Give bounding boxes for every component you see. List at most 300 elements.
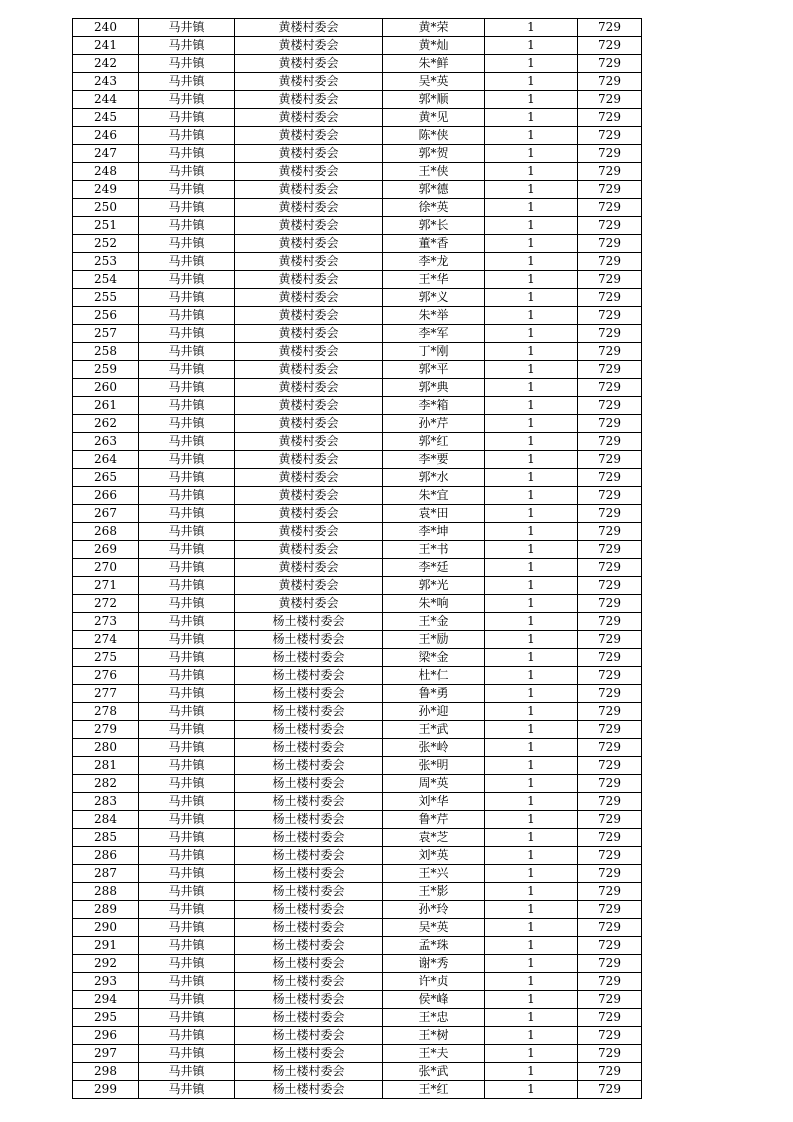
row-number-cell: 244 [73,91,139,109]
count-cell: 1 [485,91,578,109]
row-number-cell: 261 [73,397,139,415]
table-row [73,181,642,199]
village-committee-cell: 杨土楼村委会 [235,649,383,667]
row-number-cell: 264 [73,451,139,469]
town-cell: 马井镇 [139,829,235,847]
table-row [73,487,642,505]
village-committee-cell: 黄楼村委会 [235,235,383,253]
count-cell: 1 [485,685,578,703]
count-cell: 1 [485,613,578,631]
count-cell: 1 [485,523,578,541]
person-name-cell: 鲁*芹 [383,811,485,829]
town-cell: 马井镇 [139,955,235,973]
subsidy-list-table [72,18,642,1099]
count-cell: 1 [485,865,578,883]
row-number-cell: 286 [73,847,139,865]
table-row [73,505,642,523]
person-name-cell: 吴*英 [383,73,485,91]
village-committee-cell: 黄楼村委会 [235,73,383,91]
town-cell: 马井镇 [139,847,235,865]
count-cell: 1 [485,559,578,577]
row-number-cell: 259 [73,361,139,379]
village-committee-cell: 黄楼村委会 [235,487,383,505]
table-row [73,325,642,343]
amount-cell: 729 [578,919,642,937]
row-number-cell: 250 [73,199,139,217]
count-cell: 1 [485,55,578,73]
person-name-cell: 李*要 [383,451,485,469]
table-row [73,1081,642,1099]
row-number-cell: 255 [73,289,139,307]
town-cell: 马井镇 [139,991,235,1009]
town-cell: 马井镇 [139,325,235,343]
village-committee-cell: 黄楼村委会 [235,91,383,109]
person-name-cell: 李*军 [383,325,485,343]
count-cell: 1 [485,847,578,865]
village-committee-cell: 黄楼村委会 [235,145,383,163]
count-cell: 1 [485,19,578,37]
village-committee-cell: 杨土楼村委会 [235,1063,383,1081]
person-name-cell: 郭*平 [383,361,485,379]
table-row [73,217,642,235]
village-committee-cell: 杨土楼村委会 [235,1009,383,1027]
town-cell: 马井镇 [139,739,235,757]
village-committee-cell: 黄楼村委会 [235,433,383,451]
table-row [73,577,642,595]
amount-cell: 729 [578,1009,642,1027]
count-cell: 1 [485,829,578,847]
village-committee-cell: 黄楼村委会 [235,37,383,55]
count-cell: 1 [485,577,578,595]
row-number-cell: 268 [73,523,139,541]
count-cell: 1 [485,649,578,667]
table-row [73,829,642,847]
count-cell: 1 [485,631,578,649]
person-name-cell: 王*忠 [383,1009,485,1027]
amount-cell: 729 [578,793,642,811]
person-name-cell: 郭*光 [383,577,485,595]
table-row [73,469,642,487]
table-row [73,757,642,775]
table-row [73,667,642,685]
amount-cell: 729 [578,739,642,757]
table-row [73,361,642,379]
village-committee-cell: 黄楼村委会 [235,397,383,415]
village-committee-cell: 杨土楼村委会 [235,775,383,793]
town-cell: 马井镇 [139,577,235,595]
table-row [73,865,642,883]
amount-cell: 729 [578,613,642,631]
row-number-cell: 263 [73,433,139,451]
person-name-cell: 李*箱 [383,397,485,415]
table-row [73,973,642,991]
row-number-cell: 294 [73,991,139,1009]
amount-cell: 729 [578,757,642,775]
count-cell: 1 [485,325,578,343]
count-cell: 1 [485,1009,578,1027]
town-cell: 马井镇 [139,415,235,433]
table-row [73,919,642,937]
town-cell: 马井镇 [139,217,235,235]
count-cell: 1 [485,451,578,469]
amount-cell: 729 [578,1045,642,1063]
count-cell: 1 [485,379,578,397]
person-name-cell: 张*明 [383,757,485,775]
count-cell: 1 [485,163,578,181]
amount-cell: 729 [578,127,642,145]
row-number-cell: 262 [73,415,139,433]
amount-cell: 729 [578,631,642,649]
count-cell: 1 [485,37,578,55]
village-committee-cell: 黄楼村委会 [235,559,383,577]
row-number-cell: 240 [73,19,139,37]
town-cell: 马井镇 [139,55,235,73]
person-name-cell: 朱*鲜 [383,55,485,73]
person-name-cell: 孙*玲 [383,901,485,919]
village-committee-cell: 杨土楼村委会 [235,937,383,955]
town-cell: 马井镇 [139,199,235,217]
table-row [73,559,642,577]
village-committee-cell: 杨土楼村委会 [235,955,383,973]
person-name-cell: 侯*峰 [383,991,485,1009]
amount-cell: 729 [578,307,642,325]
row-number-cell: 241 [73,37,139,55]
person-name-cell: 董*香 [383,235,485,253]
table-row [73,739,642,757]
table-row [73,775,642,793]
person-name-cell: 郭*红 [383,433,485,451]
village-committee-cell: 杨土楼村委会 [235,703,383,721]
table-row [73,937,642,955]
amount-cell: 729 [578,991,642,1009]
count-cell: 1 [485,811,578,829]
count-cell: 1 [485,145,578,163]
amount-cell: 729 [578,721,642,739]
town-cell: 马井镇 [139,505,235,523]
table-row [73,901,642,919]
person-name-cell: 刘*华 [383,793,485,811]
row-number-cell: 297 [73,1045,139,1063]
town-cell: 马井镇 [139,883,235,901]
table-row [73,631,642,649]
town-cell: 马井镇 [139,397,235,415]
town-cell: 马井镇 [139,1027,235,1045]
count-cell: 1 [485,703,578,721]
town-cell: 马井镇 [139,973,235,991]
row-number-cell: 285 [73,829,139,847]
town-cell: 马井镇 [139,613,235,631]
table-row [73,703,642,721]
village-committee-cell: 黄楼村委会 [235,199,383,217]
town-cell: 马井镇 [139,379,235,397]
village-committee-cell: 杨土楼村委会 [235,991,383,1009]
person-name-cell: 郭*义 [383,289,485,307]
amount-cell: 729 [578,973,642,991]
person-name-cell: 孙*芹 [383,415,485,433]
village-committee-cell: 杨土楼村委会 [235,1027,383,1045]
row-number-cell: 246 [73,127,139,145]
table-row [73,433,642,451]
village-committee-cell: 黄楼村委会 [235,217,383,235]
table-row [73,1045,642,1063]
amount-cell: 729 [578,1063,642,1081]
amount-cell: 729 [578,955,642,973]
amount-cell: 729 [578,325,642,343]
table-row [73,55,642,73]
count-cell: 1 [485,415,578,433]
person-name-cell: 李*廷 [383,559,485,577]
town-cell: 马井镇 [139,19,235,37]
row-number-cell: 281 [73,757,139,775]
village-committee-cell: 杨土楼村委会 [235,1081,383,1099]
town-cell: 马井镇 [139,163,235,181]
amount-cell: 729 [578,415,642,433]
amount-cell: 729 [578,91,642,109]
amount-cell: 729 [578,289,642,307]
town-cell: 马井镇 [139,307,235,325]
person-name-cell: 张*岭 [383,739,485,757]
person-name-cell: 朱*响 [383,595,485,613]
town-cell: 马井镇 [139,631,235,649]
table-row [73,721,642,739]
row-number-cell: 287 [73,865,139,883]
person-name-cell: 徐*英 [383,199,485,217]
village-committee-cell: 杨土楼村委会 [235,847,383,865]
table-row [73,991,642,1009]
table-row [73,1027,642,1045]
town-cell: 马井镇 [139,253,235,271]
person-name-cell: 孟*珠 [383,937,485,955]
amount-cell: 729 [578,253,642,271]
town-cell: 马井镇 [139,811,235,829]
count-cell: 1 [485,289,578,307]
village-committee-cell: 黄楼村委会 [235,415,383,433]
town-cell: 马井镇 [139,73,235,91]
row-number-cell: 279 [73,721,139,739]
person-name-cell: 王*红 [383,1081,485,1099]
person-name-cell: 刘*英 [383,847,485,865]
person-name-cell: 李*坤 [383,523,485,541]
person-name-cell: 朱*宜 [383,487,485,505]
amount-cell: 729 [578,379,642,397]
village-committee-cell: 杨土楼村委会 [235,631,383,649]
person-name-cell: 梁*金 [383,649,485,667]
person-name-cell: 黄*见 [383,109,485,127]
town-cell: 马井镇 [139,865,235,883]
village-committee-cell: 杨土楼村委会 [235,1045,383,1063]
amount-cell: 729 [578,667,642,685]
town-cell: 马井镇 [139,37,235,55]
count-cell: 1 [485,667,578,685]
amount-cell: 729 [578,433,642,451]
person-name-cell: 郭*典 [383,379,485,397]
table-row [73,271,642,289]
row-number-cell: 242 [73,55,139,73]
person-name-cell: 王*金 [383,613,485,631]
town-cell: 马井镇 [139,919,235,937]
count-cell: 1 [485,361,578,379]
count-cell: 1 [485,1045,578,1063]
table-row [73,145,642,163]
table-body [73,19,642,1099]
village-committee-cell: 黄楼村委会 [235,307,383,325]
amount-cell: 729 [578,217,642,235]
amount-cell: 729 [578,937,642,955]
row-number-cell: 248 [73,163,139,181]
town-cell: 马井镇 [139,289,235,307]
row-number-cell: 257 [73,325,139,343]
person-name-cell: 王*书 [383,541,485,559]
amount-cell: 729 [578,901,642,919]
table-row [73,73,642,91]
row-number-cell: 299 [73,1081,139,1099]
table-row [73,289,642,307]
table-row [73,19,642,37]
row-number-cell: 260 [73,379,139,397]
count-cell: 1 [485,181,578,199]
count-cell: 1 [485,739,578,757]
row-number-cell: 283 [73,793,139,811]
town-cell: 马井镇 [139,235,235,253]
person-name-cell: 陈*侠 [383,127,485,145]
amount-cell: 729 [578,451,642,469]
town-cell: 马井镇 [139,109,235,127]
person-name-cell: 王*华 [383,271,485,289]
table-row [73,847,642,865]
town-cell: 马井镇 [139,793,235,811]
row-number-cell: 284 [73,811,139,829]
person-name-cell: 郭*长 [383,217,485,235]
row-number-cell: 288 [73,883,139,901]
person-name-cell: 朱*举 [383,307,485,325]
village-committee-cell: 杨土楼村委会 [235,721,383,739]
count-cell: 1 [485,217,578,235]
amount-cell: 729 [578,1027,642,1045]
row-number-cell: 269 [73,541,139,559]
row-number-cell: 252 [73,235,139,253]
town-cell: 马井镇 [139,541,235,559]
village-committee-cell: 黄楼村委会 [235,181,383,199]
count-cell: 1 [485,73,578,91]
amount-cell: 729 [578,685,642,703]
person-name-cell: 许*贞 [383,973,485,991]
village-committee-cell: 黄楼村委会 [235,343,383,361]
amount-cell: 729 [578,595,642,613]
town-cell: 马井镇 [139,361,235,379]
count-cell: 1 [485,955,578,973]
row-number-cell: 273 [73,613,139,631]
amount-cell: 729 [578,847,642,865]
table-row [73,307,642,325]
person-name-cell: 郭*水 [383,469,485,487]
village-committee-cell: 黄楼村委会 [235,577,383,595]
table-row [73,955,642,973]
row-number-cell: 275 [73,649,139,667]
table-row [73,37,642,55]
village-committee-cell: 杨土楼村委会 [235,883,383,901]
count-cell: 1 [485,505,578,523]
person-name-cell: 周*英 [383,775,485,793]
table-row [73,649,642,667]
count-cell: 1 [485,1027,578,1045]
row-number-cell: 247 [73,145,139,163]
village-committee-cell: 黄楼村委会 [235,505,383,523]
table-row [73,613,642,631]
person-name-cell: 王*树 [383,1027,485,1045]
count-cell: 1 [485,919,578,937]
town-cell: 马井镇 [139,703,235,721]
town-cell: 马井镇 [139,1063,235,1081]
table-row [73,397,642,415]
row-number-cell: 254 [73,271,139,289]
table-row [73,1009,642,1027]
table-row [73,685,642,703]
row-number-cell: 266 [73,487,139,505]
amount-cell: 729 [578,559,642,577]
town-cell: 马井镇 [139,127,235,145]
village-committee-cell: 黄楼村委会 [235,325,383,343]
village-committee-cell: 黄楼村委会 [235,253,383,271]
amount-cell: 729 [578,163,642,181]
person-name-cell: 王*影 [383,883,485,901]
town-cell: 马井镇 [139,757,235,775]
count-cell: 1 [485,757,578,775]
village-committee-cell: 杨土楼村委会 [235,919,383,937]
person-name-cell: 杜*仁 [383,667,485,685]
town-cell: 马井镇 [139,721,235,739]
person-name-cell: 黄*灿 [383,37,485,55]
person-name-cell: 袁*田 [383,505,485,523]
town-cell: 马井镇 [139,451,235,469]
table-row [73,415,642,433]
amount-cell: 729 [578,73,642,91]
amount-cell: 729 [578,775,642,793]
row-number-cell: 267 [73,505,139,523]
person-name-cell: 王*武 [383,721,485,739]
row-number-cell: 277 [73,685,139,703]
amount-cell: 729 [578,703,642,721]
town-cell: 马井镇 [139,91,235,109]
count-cell: 1 [485,937,578,955]
row-number-cell: 243 [73,73,139,91]
person-name-cell: 谢*秀 [383,955,485,973]
person-name-cell: 王*夫 [383,1045,485,1063]
village-committee-cell: 黄楼村委会 [235,271,383,289]
row-number-cell: 249 [73,181,139,199]
amount-cell: 729 [578,541,642,559]
table-row [73,253,642,271]
town-cell: 马井镇 [139,1009,235,1027]
amount-cell: 729 [578,19,642,37]
person-name-cell: 黄*荣 [383,19,485,37]
village-committee-cell: 杨土楼村委会 [235,613,383,631]
row-number-cell: 274 [73,631,139,649]
town-cell: 马井镇 [139,1081,235,1099]
row-number-cell: 253 [73,253,139,271]
person-name-cell: 鲁*勇 [383,685,485,703]
amount-cell: 729 [578,469,642,487]
row-number-cell: 278 [73,703,139,721]
village-committee-cell: 杨土楼村委会 [235,757,383,775]
count-cell: 1 [485,397,578,415]
amount-cell: 729 [578,865,642,883]
table-row [73,541,642,559]
row-number-cell: 270 [73,559,139,577]
table-row [73,793,642,811]
count-cell: 1 [485,199,578,217]
village-committee-cell: 黄楼村委会 [235,451,383,469]
village-committee-cell: 黄楼村委会 [235,55,383,73]
